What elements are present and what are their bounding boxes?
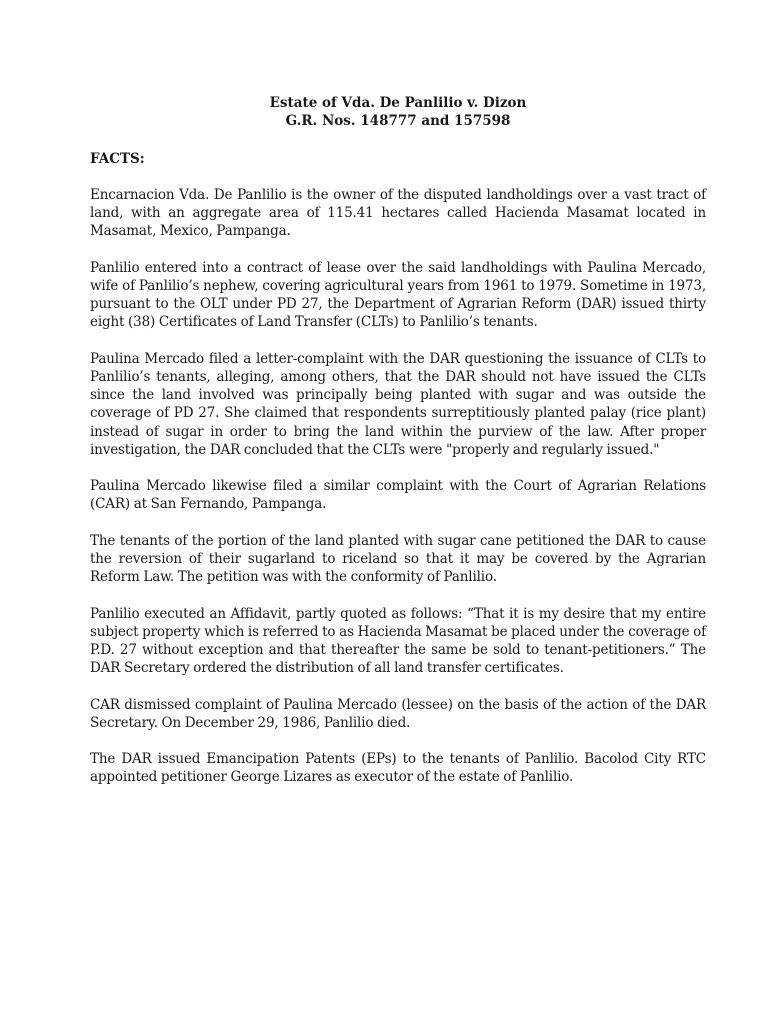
paragraph-4: Paulina Mercado likewise filed a similar complaint with the Court of Agrarian Relations (CAR) at San Fernando, Pampanga.	[90, 478, 706, 513]
paragraph-1: Encarnacion Vda. De Panlilio is the owner of the disputed landholdings over a vast tract of land, with an aggregate area of 115.41 hectares called Hacienda Masamat located in Masamat, Mexico, Pampanga.	[90, 187, 706, 240]
paragraph-6: Panlilio executed an Affidavit, partly quoted as follows: “That it is my desire that my entire subject property which is referred to as Hacienda Masamat be placed under the coverage of P.D. 27 without exception and that thereafter the same be sold to tenant-petitioners.” The DAR Secretary ordered the distribution of all land transfer certificates.	[90, 605, 706, 677]
section-heading-facts: FACTS:	[90, 151, 145, 167]
case-title: Estate of Vda. De Panlilio v. Dizon	[269, 95, 527, 111]
paragraph-2: Panlilio entered into a contract of lease over the said landholdings with Paulina Mercado, wife of Panlilio’s nephew, covering agricultural years from 1961 to 1979. Sometime in 1973, pursuant to the OLT under PD 27, the Department of Agrarian Reform (DAR) issued thirty eight (38) Certificates of Land Transfer (CLTs) to Panlilio’s tenants.	[90, 259, 706, 331]
paragraph-3: Paulina Mercado filed a letter-complaint with the DAR questioning the issuance of CLTs to Panlilio’s tenants, alleging, among others, that the DAR should not have issued the CLTs since the land involved was principally being planted with sugar and was outside the coverage of PD 27. She claimed that respondents surreptitiously planted palay (rice plant) instead of sugar in order to bring the land within the purview of the law. After proper investigation, the DAR concluded that the CLTs were "properly and regularly issued."	[90, 350, 706, 458]
paragraph-5: The tenants of the portion of the land planted with sugar cane petitioned the DAR to cause the reversion of their sugarland to riceland so that it may be covered by the Agrarian Reform Law. The petition was with the conformity of Panlilio.	[90, 532, 706, 586]
document-header	[90, 94, 706, 130]
paragraph-7: CAR dismissed complaint of Paulina Mercado (lessee) on the basis of the action of the DAR Secretary. On December 29, 1986, Panlilio died.	[90, 696, 706, 731]
case-number: G.R. Nos. 148777 and 157598	[285, 113, 511, 129]
paragraph-8: The DAR issued Emancipation Patents (EPs) to the tenants of Panlilio. Bacolod City RTC appointed petitioner George Lizares as executor of the estate of Panlilio.	[90, 751, 706, 786]
document-page	[90, 94, 706, 805]
